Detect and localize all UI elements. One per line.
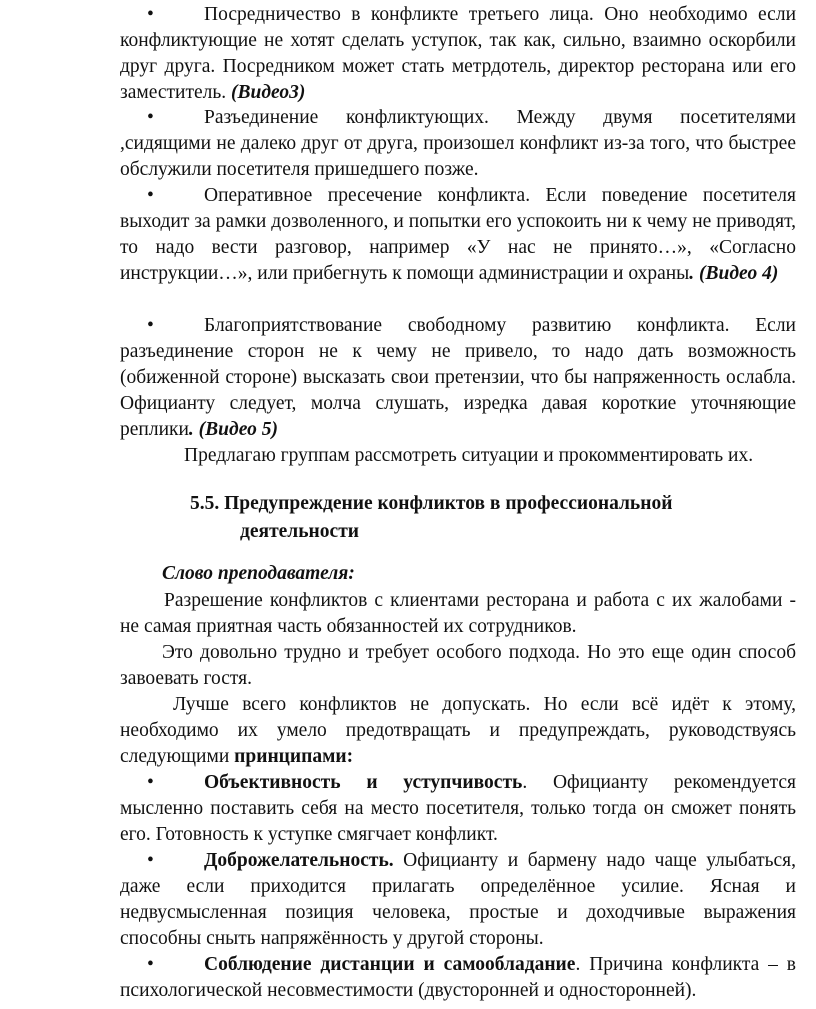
bullet-text: Благоприятствование свободному развитию конфликта. Если разъединение сторон не к чему не привело, то надо дать возможность (обиженной стороне) высказать свои претензии, что бы напряженность ослабла. Официанту следует, молча слушать, изредка давая короткие уточняющие реплики xyxy=(120,315,796,440)
principle-text: . Причина конфликта – в психологической несовместимости (двусторонней и односторонней). xyxy=(120,954,796,1001)
video-tag: . (Видео 4) xyxy=(689,262,779,284)
bullet-icon: • xyxy=(147,954,154,975)
bullet-icon: • xyxy=(147,850,154,871)
bullet-text: Оперативное пресечение конфликта. Если поведение посетителя выходит за рамки дозволенного, и попытки его успокоить ни к чему не приводят, то надо вести разговор, например «У нас не принято…», «Согласно инструкции…», или прибегнуть к помощи администрации и охраны xyxy=(120,185,796,284)
bullet-icon: • xyxy=(147,4,154,25)
paragraph-text: Лучше всего конфликтов не допускать. Но если всё идёт к этому, необходимо их умело предотвращать и предупреждать, руководствуясь следующими xyxy=(120,694,796,767)
teacher-label: Слово преподавателя: xyxy=(162,563,355,584)
paragraph-conflict-resolution: Разрешение конфликтов с клиентами ресторана и работа с их жалобами - не самая приятная часть обязанностей их сотрудников. xyxy=(120,590,796,637)
group-task-text: Предлагаю группам рассмотреть ситуации и прокомментировать их. xyxy=(184,445,754,466)
principle-title: Объективность и уступчивость xyxy=(204,772,523,793)
bullet-mediation xyxy=(120,2,796,106)
principle-objectivity xyxy=(120,770,796,848)
principles-label: принципами: xyxy=(234,745,354,767)
principle-distance xyxy=(120,952,796,1004)
principle-title: Доброжелательность. xyxy=(204,850,394,871)
video-tag: . (Видео 5) xyxy=(188,418,278,440)
heading-line-1: 5.5. Предупреждение конфликтов в профессиональной xyxy=(190,493,673,514)
principle-text: Официанту и бармену надо чаще улыбаться, даже если приходится прилагать определённое усилие. Ясная и недвусмысленная позиция человека, простые и доходчивые выражения способны сныть напряжённость у другой стороны. xyxy=(120,850,796,949)
principle-title: Соблюдение дистанции и самообладание xyxy=(204,954,576,975)
bullet-icon: • xyxy=(147,315,154,336)
bullet-icon: • xyxy=(147,772,154,793)
bullet-icon: • xyxy=(147,107,154,128)
video-tag: (Видео3) xyxy=(231,81,306,103)
paragraph-win-guest: Это довольно трудно и требует особого подхода. Но это еще один способ завоевать гостя. xyxy=(120,642,796,689)
bullet-text: Посредничество в конфликте третьего лица. Оно необходимо если конфликтующие не хотят сделать уступок, так как, сильно, взаимно оскорбили друг друга. Посредником может стать метрдотель, директор ресторана или его заместитель. xyxy=(120,4,796,103)
bullet-suppression xyxy=(120,183,796,287)
section-heading xyxy=(190,490,750,546)
heading-line-2: деятельности xyxy=(240,521,360,542)
paragraph-prevention xyxy=(120,692,796,770)
principle-goodwill xyxy=(120,848,796,952)
bullet-free-development xyxy=(120,313,796,443)
principle-text: . Официанту рекомендуется мысленно поставить себя на место посетителя, только тогда он сможет понять его. Готовность к уступке смягчает конфликт. xyxy=(120,772,796,845)
bullet-icon: • xyxy=(147,185,154,206)
bullet-text: Разъединение конфликтующих. Между двумя посетителями ,сидящими не далеко друг от друга, произошел конфликт из-за того, что быстрее обслужили посетителя пришедшего позже. xyxy=(120,107,796,180)
bullet-separation xyxy=(120,105,796,183)
